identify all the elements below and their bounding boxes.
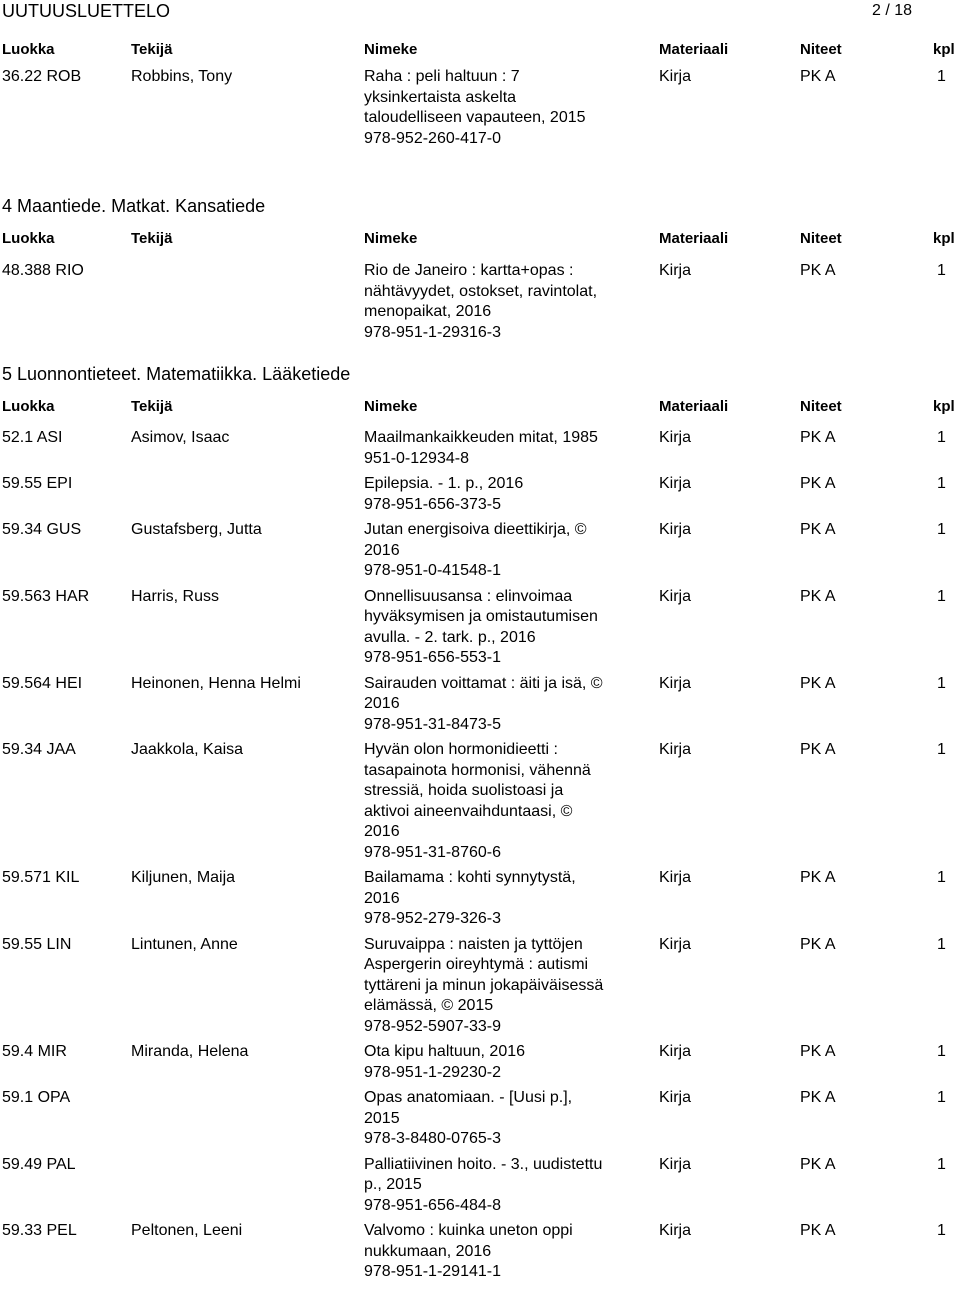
cell-niteet: PK A bbox=[800, 587, 836, 605]
cell-niteet: PK A bbox=[800, 741, 836, 758]
cell-tekija: Asimov, Isaac bbox=[131, 429, 230, 446]
cell-tekija: Lintunen, Anne bbox=[131, 935, 238, 953]
cell-nimeke bbox=[364, 674, 624, 736]
cell-materiaali: Kirja bbox=[659, 475, 692, 492]
isbn: 978-952-260-417-0 bbox=[364, 129, 501, 147]
cell-materiaali: Kirja bbox=[659, 935, 692, 953]
cell-niteet: PK A bbox=[800, 1155, 836, 1173]
table-row bbox=[0, 67, 960, 149]
isbn: 978-951-1-29141-1 bbox=[364, 1263, 501, 1280]
cell-materiaali: Kirja bbox=[659, 68, 692, 85]
cell-nimeke bbox=[364, 520, 604, 582]
col-luokka-header: Luokka bbox=[2, 41, 55, 58]
cell-niteet: PK A bbox=[800, 1043, 836, 1060]
section-title: 4 Maantiede. Matkat. Kansatiede bbox=[2, 196, 266, 216]
section-2 bbox=[0, 364, 960, 1283]
cell-kpl: 1 bbox=[937, 674, 946, 692]
col-niteet-header: Niteet bbox=[800, 230, 842, 247]
cell-materiaali: Kirja bbox=[659, 587, 692, 605]
cell-nimeke bbox=[364, 868, 604, 930]
cell-kpl: 1 bbox=[937, 521, 946, 538]
cell-materiaali: Kirja bbox=[659, 674, 692, 692]
cell-luokka: 59.34 GUS bbox=[2, 521, 82, 538]
column-header-row bbox=[0, 40, 960, 60]
cell-niteet: PK A bbox=[800, 1222, 836, 1239]
title-text: Ota kipu haltuun, 2016 bbox=[364, 1043, 526, 1060]
isbn: 978-951-1-29230-2 bbox=[364, 1063, 501, 1081]
table-row bbox=[0, 740, 960, 863]
col-nimeke-header: Nimeke bbox=[364, 398, 418, 415]
col-nimeke-header: Nimeke bbox=[364, 41, 418, 58]
cell-kpl: 1 bbox=[937, 262, 946, 279]
cell-tekija: Robbins, Tony bbox=[131, 68, 233, 85]
col-materiaali-header: Materiaali bbox=[659, 398, 729, 415]
cell-kpl: 1 bbox=[937, 935, 946, 953]
isbn: 978-3-8480-0765-3 bbox=[364, 1130, 501, 1147]
cell-luokka: 48.388 RIO bbox=[2, 262, 84, 279]
cell-nimeke bbox=[364, 587, 614, 669]
page-header bbox=[0, 0, 960, 24]
cell-materiaali: Kirja bbox=[659, 1043, 692, 1060]
col-luokka-header: Luokka bbox=[2, 230, 55, 247]
cell-tekija: Harris, Russ bbox=[131, 587, 220, 605]
cell-luokka: 59.33 PEL bbox=[2, 1222, 77, 1239]
col-materiaali-header: Materiaali bbox=[659, 41, 729, 58]
title-text: Maailmankaikkeuden mitat, 1985 bbox=[364, 429, 598, 446]
isbn: 978-951-31-8760-6 bbox=[364, 843, 501, 861]
cell-nimeke bbox=[364, 474, 614, 515]
col-tekija-header: Tekijä bbox=[131, 41, 173, 58]
cell-nimeke bbox=[364, 261, 614, 343]
cell-luokka: 52.1 ASI bbox=[2, 429, 63, 446]
cell-niteet: PK A bbox=[800, 262, 836, 279]
cell-luokka: 59.1 OPA bbox=[2, 1089, 71, 1106]
cell-kpl: 1 bbox=[937, 1155, 946, 1173]
cell-luokka: 59.49 PAL bbox=[2, 1155, 76, 1173]
title-text: Bailamama : kohti synnytystä, 2016 bbox=[364, 869, 576, 907]
cell-kpl: 1 bbox=[937, 68, 946, 85]
cell-materiaali: Kirja bbox=[659, 1155, 692, 1173]
col-nimeke-header: Nimeke bbox=[364, 230, 418, 247]
cell-nimeke bbox=[364, 67, 604, 149]
cell-niteet: PK A bbox=[800, 1089, 836, 1106]
title-text: Epilepsia. - 1. p., 2016 bbox=[364, 475, 524, 492]
cell-materiaali: Kirja bbox=[659, 262, 692, 279]
table-row bbox=[0, 261, 960, 343]
cell-luokka: 59.4 MIR bbox=[2, 1043, 67, 1060]
table-row bbox=[0, 474, 960, 515]
isbn: 978-952-5907-33-9 bbox=[364, 1017, 501, 1035]
cell-niteet: PK A bbox=[800, 68, 836, 85]
title-text: Valvomo : kuinka uneton oppi nukkumaan, 2016 bbox=[364, 1222, 573, 1260]
section-title: 5 Luonnontieteet. Matematiikka. Lääketiede bbox=[2, 364, 351, 384]
cell-niteet: PK A bbox=[800, 674, 836, 692]
cell-kpl: 1 bbox=[937, 869, 946, 886]
cell-nimeke bbox=[364, 1155, 614, 1217]
table-row bbox=[0, 587, 960, 669]
title-text: Opas anatomiaan. - [Uusi p.], 2015 bbox=[364, 1089, 573, 1127]
table-row bbox=[0, 1221, 960, 1283]
cell-kpl: 1 bbox=[937, 1222, 946, 1239]
col-kpl-header: kpl bbox=[933, 41, 955, 58]
title-text: Sairauden voittamat : äiti ja isä, © 2016 bbox=[364, 674, 603, 712]
title-text: Palliatiivinen hoito. - 3., uudistettu p., 2015 bbox=[364, 1155, 603, 1193]
cell-luokka: 36.22 ROB bbox=[2, 68, 82, 85]
cell-luokka: 59.55 LIN bbox=[2, 935, 72, 953]
cell-nimeke bbox=[364, 428, 614, 469]
cell-materiaali: Kirja bbox=[659, 521, 692, 538]
cell-materiaali: Kirja bbox=[659, 1222, 692, 1239]
cell-luokka: 59.571 KIL bbox=[2, 869, 80, 886]
title-text: Jutan energisoiva dieettikirja, © 2016 bbox=[364, 521, 587, 559]
page-number: 2 / 18 bbox=[872, 2, 913, 19]
col-niteet-header: Niteet bbox=[800, 41, 842, 58]
column-header-row bbox=[0, 229, 960, 249]
isbn: 978-952-279-326-3 bbox=[364, 910, 501, 927]
cell-nimeke bbox=[364, 1088, 604, 1150]
cell-niteet: PK A bbox=[800, 475, 836, 492]
section-0 bbox=[0, 40, 960, 149]
col-kpl-header: kpl bbox=[933, 230, 955, 247]
cell-luokka: 59.55 EPI bbox=[2, 475, 73, 492]
table-row bbox=[0, 674, 960, 736]
cell-niteet: PK A bbox=[800, 429, 836, 446]
cell-materiaali: Kirja bbox=[659, 741, 692, 758]
isbn: 978-951-0-41548-1 bbox=[364, 562, 501, 579]
cell-tekija: Kiljunen, Maija bbox=[131, 869, 236, 886]
title-text: Onnellisuusansa : elinvoimaa hyväksymisen ja omistautumisen avulla. - 2. tark. p., 2016 bbox=[364, 587, 598, 646]
cell-luokka: 59.564 HEI bbox=[2, 674, 83, 692]
isbn: 951-0-12934-8 bbox=[364, 449, 469, 467]
cell-tekija: Miranda, Helena bbox=[131, 1043, 249, 1060]
col-luokka-header: Luokka bbox=[2, 398, 55, 415]
title-text: Rio de Janeiro : kartta+opas : nähtävyydet, ostokset, ravintolat, menopaikat, 2016 bbox=[364, 262, 598, 320]
cell-materiaali: Kirja bbox=[659, 1089, 692, 1106]
table-row bbox=[0, 520, 960, 582]
cell-niteet: PK A bbox=[800, 935, 836, 953]
cell-nimeke bbox=[364, 1221, 594, 1283]
cell-materiaali: Kirja bbox=[659, 869, 692, 886]
cell-tekija: Gustafsberg, Jutta bbox=[131, 521, 262, 538]
document-title: UUTUUSLUETTELO bbox=[2, 1, 171, 21]
cell-kpl: 1 bbox=[937, 741, 946, 758]
cell-tekija: Heinonen, Henna Helmi bbox=[131, 674, 301, 692]
table-row bbox=[0, 428, 960, 469]
table-row bbox=[0, 935, 960, 1038]
cell-materiaali: Kirja bbox=[659, 429, 692, 446]
table-row bbox=[0, 1088, 960, 1150]
column-header-row bbox=[0, 397, 960, 417]
isbn: 978-951-656-553-1 bbox=[364, 649, 501, 666]
cell-nimeke bbox=[364, 740, 604, 863]
isbn: 978-951-1-29316-3 bbox=[364, 323, 501, 341]
isbn: 978-951-656-373-5 bbox=[364, 495, 501, 513]
title-text: Suruvaippa : naisten ja tyttöjen Aspergerin oireyhtymä : autismi tyttäreni ja minun jokapäiväisessä elämässä, © 2015 bbox=[364, 935, 604, 1014]
title-text: Hyvän olon hormonidieetti : tasapainota hormonisi, vähennä stressiä, hoida suolistoasi ja aktivoi aineenvaihduntaasi, © 2016 bbox=[364, 741, 591, 840]
title-text: Raha : peli haltuun : 7 yksinkertaista askelta taloudelliseen vapauteen, 2015 bbox=[364, 68, 586, 126]
table-row bbox=[0, 1155, 960, 1217]
cell-tekija: Peltonen, Leeni bbox=[131, 1222, 243, 1239]
cell-tekija: Jaakkola, Kaisa bbox=[131, 741, 244, 758]
cell-niteet: PK A bbox=[800, 521, 836, 538]
cell-kpl: 1 bbox=[937, 1043, 946, 1060]
cell-luokka: 59.34 JAA bbox=[2, 741, 76, 758]
cell-kpl: 1 bbox=[937, 475, 946, 492]
isbn: 978-951-31-8473-5 bbox=[364, 715, 501, 733]
table-row bbox=[0, 868, 960, 930]
cell-kpl: 1 bbox=[937, 1089, 946, 1106]
isbn: 978-951-656-484-8 bbox=[364, 1196, 501, 1214]
cell-niteet: PK A bbox=[800, 869, 836, 886]
col-kpl-header: kpl bbox=[933, 398, 955, 415]
cell-nimeke bbox=[364, 1042, 614, 1083]
table-row bbox=[0, 1042, 960, 1083]
col-tekija-header: Tekijä bbox=[131, 398, 173, 415]
cell-nimeke bbox=[364, 935, 614, 1038]
col-tekija-header: Tekijä bbox=[131, 230, 173, 247]
section-1 bbox=[0, 196, 960, 343]
cell-luokka: 59.563 HAR bbox=[2, 587, 90, 605]
cell-kpl: 1 bbox=[937, 429, 946, 446]
col-niteet-header: Niteet bbox=[800, 398, 842, 415]
cell-kpl: 1 bbox=[937, 587, 946, 605]
col-materiaali-header: Materiaali bbox=[659, 230, 729, 247]
